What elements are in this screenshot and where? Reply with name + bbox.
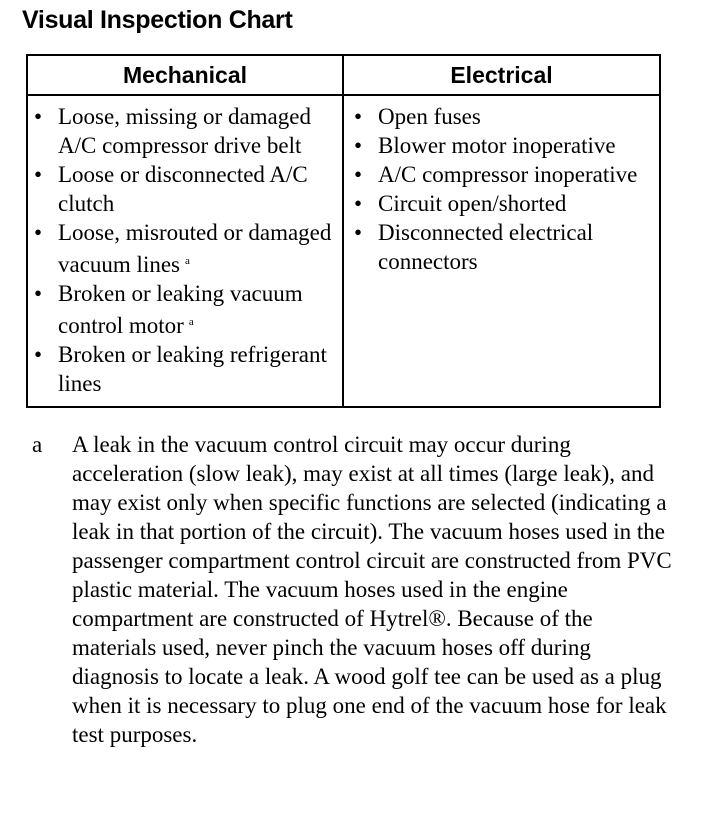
electrical-column-header: Electrical xyxy=(343,55,660,95)
list-item xyxy=(344,131,659,160)
electrical-item-text: Circuit open/shorted xyxy=(378,191,567,216)
footnote-text: A leak in the vacuum control circuit may occur during acceleration (slow leak), may exist at all times (large leak), and may exist only when specific functions are selected (indicating a leak in that portion of the circuit). The vacuum hoses used in the passenger compartment control circuit are constructed from PVC plastic material. The vacuum hoses used in the engine compartment are constructed of Hytrel®. Because of the materials used, never pinch the vacuum hoses off during diagnosis to locate a leak. A wood golf tee can be used as a plug when it is necessary to plug one end of the vacuum hose for leak test purposes. xyxy=(72,432,672,747)
footnote xyxy=(32,430,672,749)
footnote-marker: a xyxy=(32,432,43,457)
list-item xyxy=(28,218,342,279)
footnote-ref: a xyxy=(188,316,194,328)
electrical-item-text: A/C compressor inoperative xyxy=(378,162,638,187)
inspection-table xyxy=(26,54,661,408)
electrical-list xyxy=(344,102,659,276)
bullet-icon: • xyxy=(34,104,43,129)
list-item xyxy=(344,102,659,131)
list-item xyxy=(344,218,659,276)
list-item xyxy=(28,102,342,160)
list-item xyxy=(28,160,342,218)
list-item xyxy=(344,189,659,218)
mechanical-item-text: Loose, missing or damaged A/C compressor drive belt xyxy=(58,104,311,158)
list-item xyxy=(28,340,342,398)
electrical-cell xyxy=(343,95,660,407)
bullet-icon: • xyxy=(354,220,363,245)
bullet-icon: • xyxy=(34,162,43,187)
mechanical-item-text: Loose or disconnected A/C clutch xyxy=(58,162,308,216)
mechanical-item-text: Broken or leaking refrigerant lines xyxy=(58,342,327,396)
mechanical-column-header: Mechanical xyxy=(27,55,343,95)
table-body-row xyxy=(27,95,660,407)
bullet-icon: • xyxy=(354,104,363,129)
bullet-icon: • xyxy=(354,191,363,216)
mechanical-item-text: Broken or leaking vacuum control motor xyxy=(58,281,303,338)
electrical-item-text: Disconnected electrical connectors xyxy=(378,220,594,274)
mechanical-cell xyxy=(27,95,343,407)
electrical-item-text: Blower motor inoperative xyxy=(378,133,616,158)
bullet-icon: • xyxy=(34,342,43,367)
electrical-item-text: Open fuses xyxy=(378,104,481,129)
footnote-ref: a xyxy=(185,255,190,267)
bullet-icon: • xyxy=(34,220,43,245)
mechanical-list xyxy=(28,102,342,398)
bullet-icon: • xyxy=(354,133,363,158)
bullet-icon: • xyxy=(34,281,43,306)
list-item xyxy=(28,279,342,340)
mechanical-item-text: Loose, misrouted or damaged vacuum lines xyxy=(58,220,332,277)
table-header-row xyxy=(27,55,660,95)
bullet-icon: • xyxy=(354,162,363,187)
page-title: Visual Inspection Chart xyxy=(22,6,293,34)
list-item xyxy=(344,160,659,189)
